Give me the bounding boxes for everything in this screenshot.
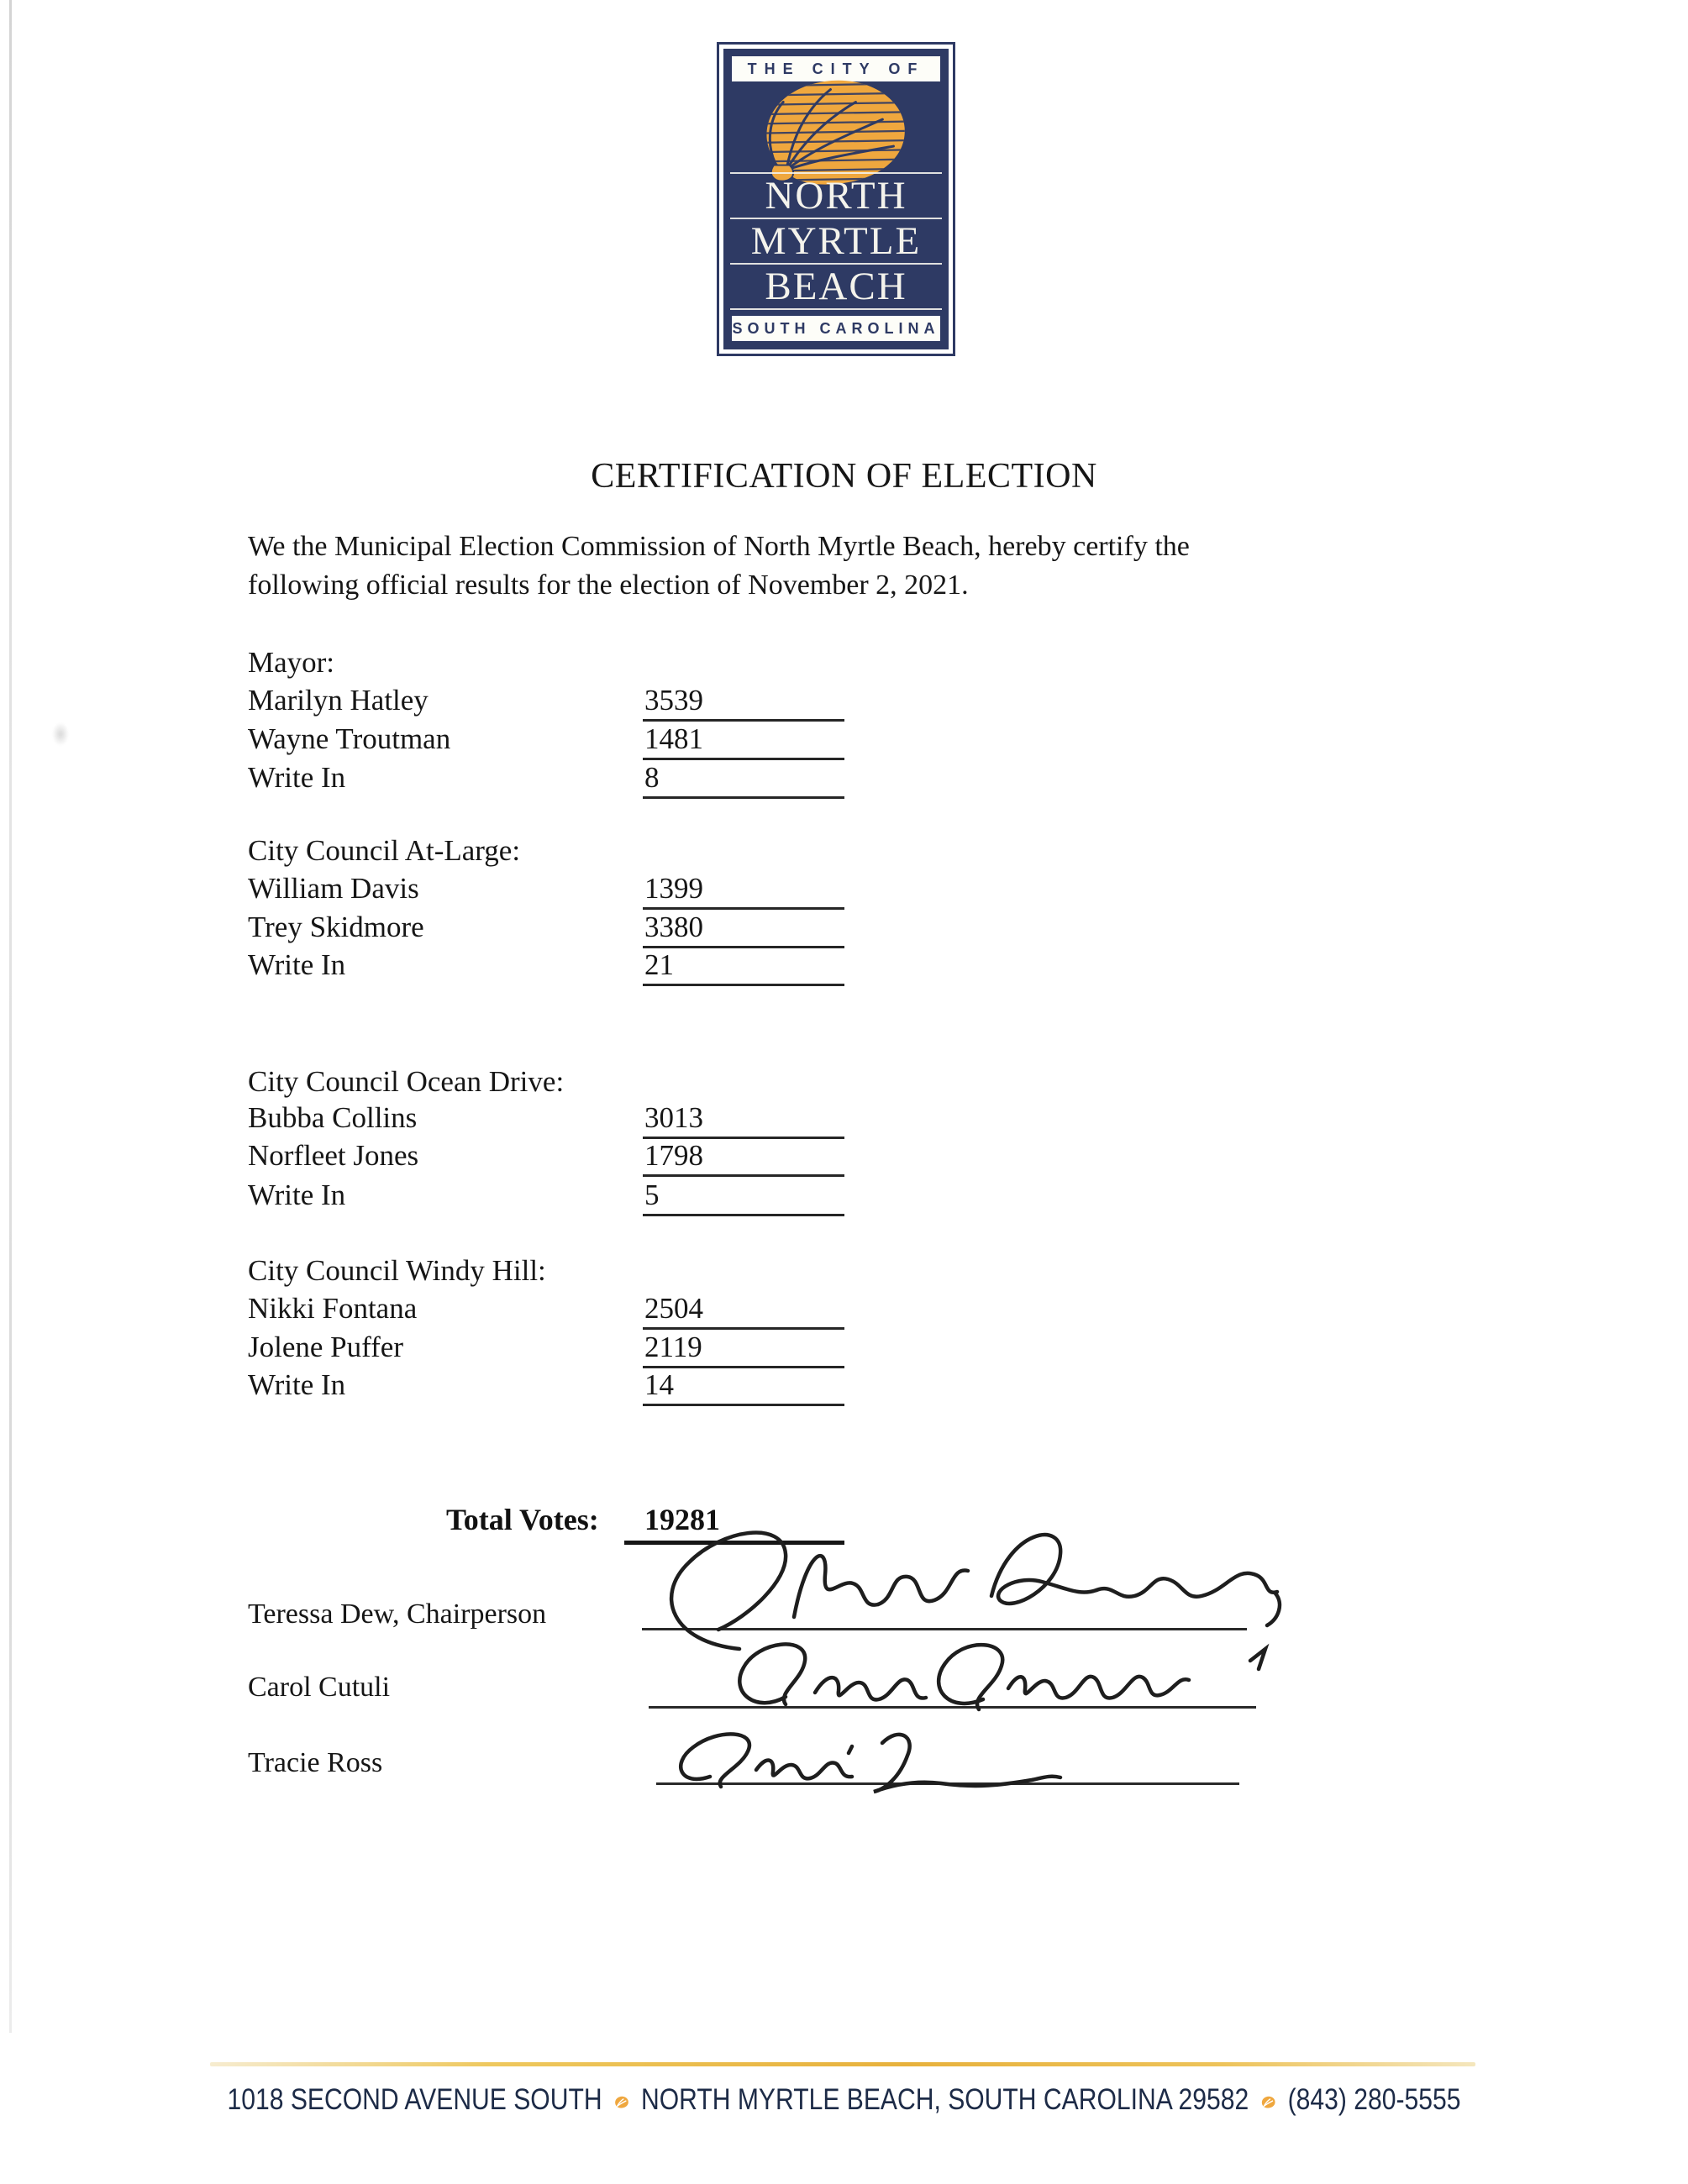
candidate-name: Nikki Fontana (248, 1292, 418, 1325)
logo-top-banner: THE CITY OF (730, 55, 942, 83)
section-heading-ocean-drive: City Council Ocean Drive: (248, 1065, 565, 1098)
total-votes-label: Total Votes: (446, 1503, 599, 1536)
candidate-name: Write In (248, 1179, 346, 1211)
vote-value-cell (643, 682, 844, 722)
candidate-name: William Davis (248, 872, 419, 905)
vote-count: 1399 (644, 872, 703, 905)
vote-value-cell (643, 947, 844, 986)
shell-icon (613, 2084, 631, 2101)
candidate-name: Trey Skidmore (248, 911, 424, 943)
vote-value-cell (643, 909, 844, 948)
section-heading-at-large: City Council At-Large: (248, 834, 521, 867)
vote-count: 2504 (644, 1292, 703, 1325)
vote-value-cell (643, 1290, 844, 1330)
signature-ink-tracie-ross (647, 1718, 1084, 1806)
footer-gold-divider (210, 2062, 1475, 2066)
footer-address: 1018 SECOND AVENUE SOUTH (227, 2083, 602, 2116)
scan-artifact-left-line (9, 0, 12, 2033)
vote-value-cell (643, 1329, 844, 1368)
signatory-name-chairperson: Teressa Dew, Chairperson (248, 1599, 547, 1630)
vote-count: 2119 (644, 1331, 702, 1363)
vote-count: 14 (644, 1368, 674, 1401)
vote-count: 3013 (644, 1101, 703, 1134)
footer-phone: (843) 280-5555 (1287, 2083, 1461, 2116)
vote-value-cell (643, 759, 844, 799)
city-logo (717, 42, 955, 356)
logo-name-line-3: BEACH (730, 263, 942, 310)
logo-name-line-1: NORTH (730, 172, 942, 218)
candidate-name: Jolene Puffer (248, 1331, 403, 1363)
vote-count: 1798 (644, 1139, 703, 1172)
shell-icon (723, 83, 949, 172)
vote-count: 21 (644, 948, 674, 981)
city-logo-inner (723, 49, 949, 349)
vote-value-cell (643, 1177, 844, 1216)
vote-value-cell (643, 870, 844, 910)
vote-count: 5 (644, 1179, 660, 1211)
vote-count: 3380 (644, 911, 703, 943)
signature-ink-carol-cutuli (706, 1634, 1294, 1730)
scan-artifact-smudge (52, 722, 69, 746)
vote-count: 8 (644, 761, 660, 794)
footer-city-state-zip: NORTH MYRTLE BEACH, SOUTH CAROLINA 29582 (641, 2083, 1249, 2116)
vote-value-cell (643, 1137, 844, 1177)
intro-line-2: following official results for the election of November 2, 2021. (248, 570, 969, 601)
candidate-name: Wayne Troutman (248, 722, 451, 755)
candidate-name: Write In (248, 948, 346, 981)
intro-line-1: We the Municipal Election Commission of North Myrtle Beach, hereby certify the (248, 531, 1190, 562)
vote-value-cell (643, 1367, 844, 1406)
page-title: CERTIFICATION OF ELECTION (591, 457, 1097, 496)
candidate-name: Marilyn Hatley (248, 684, 429, 717)
vote-count: 3539 (644, 684, 703, 717)
vote-count: 1481 (644, 722, 703, 755)
total-votes-count: 19281 (644, 1503, 720, 1536)
intro-paragraph (248, 528, 1190, 605)
candidate-name: Write In (248, 761, 346, 794)
section-heading-mayor: Mayor: (248, 646, 335, 679)
vote-value-cell (643, 721, 844, 760)
shell-icon (1259, 2084, 1277, 2101)
candidate-name: Norfleet Jones (248, 1139, 419, 1172)
candidate-name: Bubba Collins (248, 1101, 418, 1134)
signatory-name-3: Tracie Ross (248, 1747, 383, 1778)
section-heading-windy-hill: City Council Windy Hill: (248, 1254, 546, 1287)
logo-name-line-2: MYRTLE (730, 218, 942, 263)
signatory-name-2: Carol Cutuli (248, 1672, 391, 1703)
vote-value-cell (643, 1100, 844, 1139)
logo-bottom-banner: SOUTH CAROLINA (730, 314, 942, 343)
candidate-name: Write In (248, 1368, 346, 1401)
footer-bar (118, 2083, 1570, 2117)
